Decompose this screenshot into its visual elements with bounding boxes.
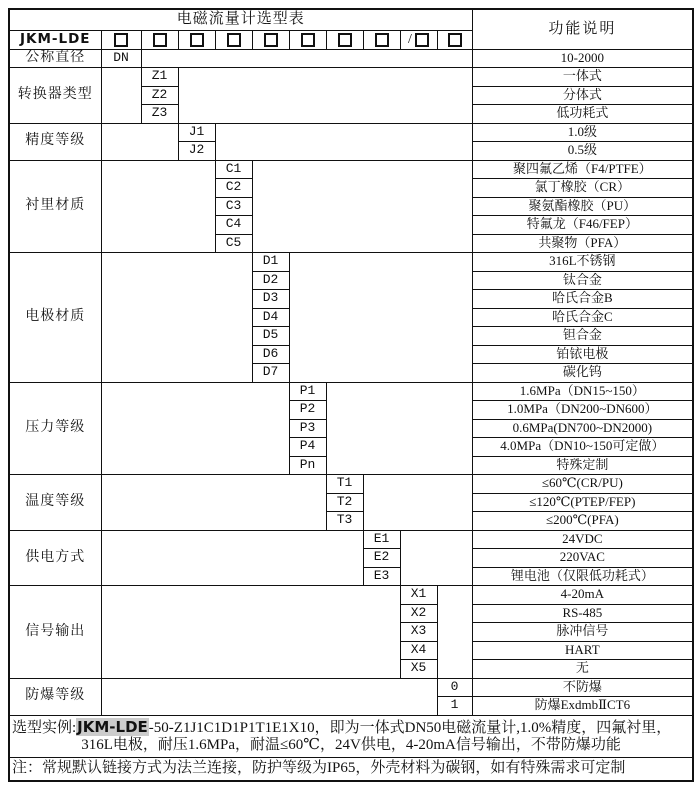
spacer-cell: [101, 586, 400, 679]
section-label-accuracy: 精度等级: [9, 123, 101, 160]
section-label-power: 供电方式: [9, 530, 101, 586]
code-cell: P2: [289, 401, 326, 420]
spacer-cell: [101, 160, 215, 253]
section-label-lining: 衬里材质: [9, 160, 101, 253]
code-box-cell-9: [400, 31, 437, 50]
example-label: 选型实例:: [12, 719, 77, 736]
desc-cell: 氯丁橡胶（CR）: [472, 179, 693, 198]
desc-cell: 防爆ExdmbⅡCT6: [472, 697, 693, 716]
code-box-cell-7: [326, 31, 363, 50]
desc-cell: 钽合金: [472, 327, 693, 346]
desc-cell: 220VAC: [472, 549, 693, 568]
desc-cell: 分体式: [472, 86, 693, 105]
code-cell: T3: [326, 512, 363, 531]
code-cell: D6: [252, 345, 289, 364]
flowmeter-selection-table: [8, 8, 694, 782]
code-cell: C5: [215, 234, 252, 253]
section-temperature: [9, 475, 693, 494]
code-cell: X3: [400, 623, 437, 642]
code-cell: 0: [437, 678, 472, 697]
section-label-electrode: 电极材质: [9, 253, 101, 383]
example-row: [9, 715, 693, 758]
desc-cell: 0.6MPa(DN700~DN2000): [472, 419, 693, 438]
code-cell: P4: [289, 438, 326, 457]
desc-cell: 脉冲信号: [472, 623, 693, 642]
section-label-temperature: 温度等级: [9, 475, 101, 531]
code-cell: J2: [178, 142, 215, 161]
code-cell: E3: [363, 567, 400, 586]
desc-cell: 316L不锈钢: [472, 253, 693, 272]
desc-cell: 特氟龙（F46/FEP）: [472, 216, 693, 235]
code-box-cell-5: [252, 31, 289, 50]
code-cell: C4: [215, 216, 252, 235]
checkbox-icon[interactable]: [375, 33, 389, 47]
code-cell: X4: [400, 641, 437, 660]
code-box-cell-4: [215, 31, 252, 50]
spacer-cell: [289, 253, 472, 383]
spacer-cell: [363, 475, 472, 531]
desc-cell: ≤120℃(PTEP/FEP): [472, 493, 693, 512]
code-cell: P1: [289, 382, 326, 401]
code-cell: 1: [437, 697, 472, 716]
code-box-cell-1: [101, 31, 141, 50]
desc-cell: ≤60℃(CR/PU): [472, 475, 693, 494]
spacer-cell: [101, 253, 252, 383]
section-dn: [9, 49, 693, 68]
checkbox-icon[interactable]: [190, 33, 204, 47]
spacer-cell: [101, 475, 326, 531]
spacer-cell: [252, 160, 472, 253]
example-model-link[interactable]: JKM-LDE: [77, 717, 148, 736]
title-row: [9, 9, 693, 31]
code-cell: X1: [400, 586, 437, 605]
desc-cell: 哈氏合金B: [472, 290, 693, 309]
code-cell: D5: [252, 327, 289, 346]
desc-cell: 24VDC: [472, 530, 693, 549]
section-label-explosion: 防爆等级: [9, 678, 101, 715]
code-cell: T1: [326, 475, 363, 494]
desc-cell: 聚氨酯橡胶（PU）: [472, 197, 693, 216]
spacer-cell: [101, 68, 141, 124]
section-converter: [9, 68, 693, 87]
example-text: -50-Z1J1C1D1P1T1E1X10，即为一体式DN50电磁流量计,1.0%精度，四氟衬里，: [148, 719, 672, 736]
desc-cell: 4-20mA: [472, 586, 693, 605]
spacer-cell: [101, 530, 363, 586]
spacer-cell: [141, 49, 472, 68]
code-cell: X2: [400, 604, 437, 623]
code-cell: D1: [252, 253, 289, 272]
desc-cell: 不防爆: [472, 678, 693, 697]
code-cell: E2: [363, 549, 400, 568]
example-line-1: [12, 719, 690, 737]
section-pressure: [9, 382, 693, 401]
code-cell: Z2: [141, 86, 178, 105]
checkbox-icon[interactable]: [153, 33, 167, 47]
checkbox-icon[interactable]: [448, 33, 462, 47]
spacer-cell: [400, 530, 472, 586]
desc-cell: 聚四氟乙烯（F4/PTFE）: [472, 160, 693, 179]
example-line-2: 316L电极，耐压1.6MPa，耐温≤60℃，24V供电，4-20mA信号输出，不带防爆功能: [81, 736, 621, 753]
desc-cell: 哈氏合金C: [472, 308, 693, 327]
model-prefix: JKM-LDE: [9, 31, 101, 50]
code-box-cell-10: [437, 31, 472, 50]
spacer-cell: [326, 382, 472, 475]
code-cell: T2: [326, 493, 363, 512]
checkbox-icon[interactable]: [264, 33, 278, 47]
section-electrode: [9, 253, 693, 272]
checkbox-icon[interactable]: [301, 33, 315, 47]
code-cell: D3: [252, 290, 289, 309]
desc-cell: ≤200℃(PFA): [472, 512, 693, 531]
code-cell: D2: [252, 271, 289, 290]
section-label-signal: 信号输出: [9, 586, 101, 679]
checkbox-icon[interactable]: [114, 33, 128, 47]
code-cell: J1: [178, 123, 215, 142]
section-explosion: [9, 678, 693, 697]
checkbox-icon[interactable]: [227, 33, 241, 47]
code-cell: Pn: [289, 456, 326, 475]
section-signal: [9, 586, 693, 605]
code-cell: DN: [101, 49, 141, 68]
code-cell: Z3: [141, 105, 178, 124]
desc-cell: 1.0级: [472, 123, 693, 142]
note-row: [9, 758, 693, 782]
spacer-cell: [101, 678, 437, 715]
desc-cell: HART: [472, 641, 693, 660]
note-text: 注：常规默认链接方式为法兰连接，防护等级为IP65，外壳材料为碳钢，如有特殊需求可定制: [9, 758, 693, 782]
desc-cell: 特殊定制: [472, 456, 693, 475]
desc-cell: 共聚物（PFA）: [472, 234, 693, 253]
code-cell: C3: [215, 197, 252, 216]
desc-cell: 铂铱电极: [472, 345, 693, 364]
desc-cell: 低功耗式: [472, 105, 693, 124]
desc-cell: 无: [472, 660, 693, 679]
code-cell: C1: [215, 160, 252, 179]
code-box-cell-8: [363, 31, 400, 50]
spacer-cell: [437, 586, 472, 679]
code-box-cell-2: [141, 31, 178, 50]
desc-cell: 4.0MPa（DN10~150可定做）: [472, 438, 693, 457]
code-cell: Z1: [141, 68, 178, 87]
slash-separator: /: [408, 31, 412, 47]
section-power: [9, 530, 693, 549]
desc-cell: 碳化钨: [472, 364, 693, 383]
code-cell: D7: [252, 364, 289, 383]
section-label-dn: 公称直径: [9, 49, 101, 68]
code-box-cell-3: [178, 31, 215, 50]
desc-cell: RS-485: [472, 604, 693, 623]
spacer-cell: [101, 382, 289, 475]
code-cell: C2: [215, 179, 252, 198]
code-cell: E1: [363, 530, 400, 549]
spacer-cell: [101, 123, 178, 160]
selection-example: [9, 715, 693, 758]
desc-cell: 一体式: [472, 68, 693, 87]
code-cell: X5: [400, 660, 437, 679]
desc-cell: 0.5级: [472, 142, 693, 161]
section-label-pressure: 压力等级: [9, 382, 101, 475]
desc-cell: 10-2000: [472, 49, 693, 68]
code-cell: P3: [289, 419, 326, 438]
desc-cell: 1.6MPa（DN15~150）: [472, 382, 693, 401]
checkbox-icon[interactable]: [338, 33, 352, 47]
function-description-header: 功能说明: [472, 9, 693, 49]
desc-cell: 1.0MPa（DN200~DN600）: [472, 401, 693, 420]
table-title: 电磁流量计选型表: [9, 9, 472, 31]
code-cell: D4: [252, 308, 289, 327]
code-box-cell-6: [289, 31, 326, 50]
desc-cell: 锂电池（仅限低功耗式）: [472, 567, 693, 586]
spacer-cell: [178, 68, 472, 124]
section-label-converter: 转换器类型: [9, 68, 101, 124]
desc-cell: 钛合金: [472, 271, 693, 290]
section-accuracy: [9, 123, 693, 142]
spacer-cell: [215, 123, 472, 160]
checkbox-icon[interactable]: [415, 33, 429, 47]
section-lining: [9, 160, 693, 179]
